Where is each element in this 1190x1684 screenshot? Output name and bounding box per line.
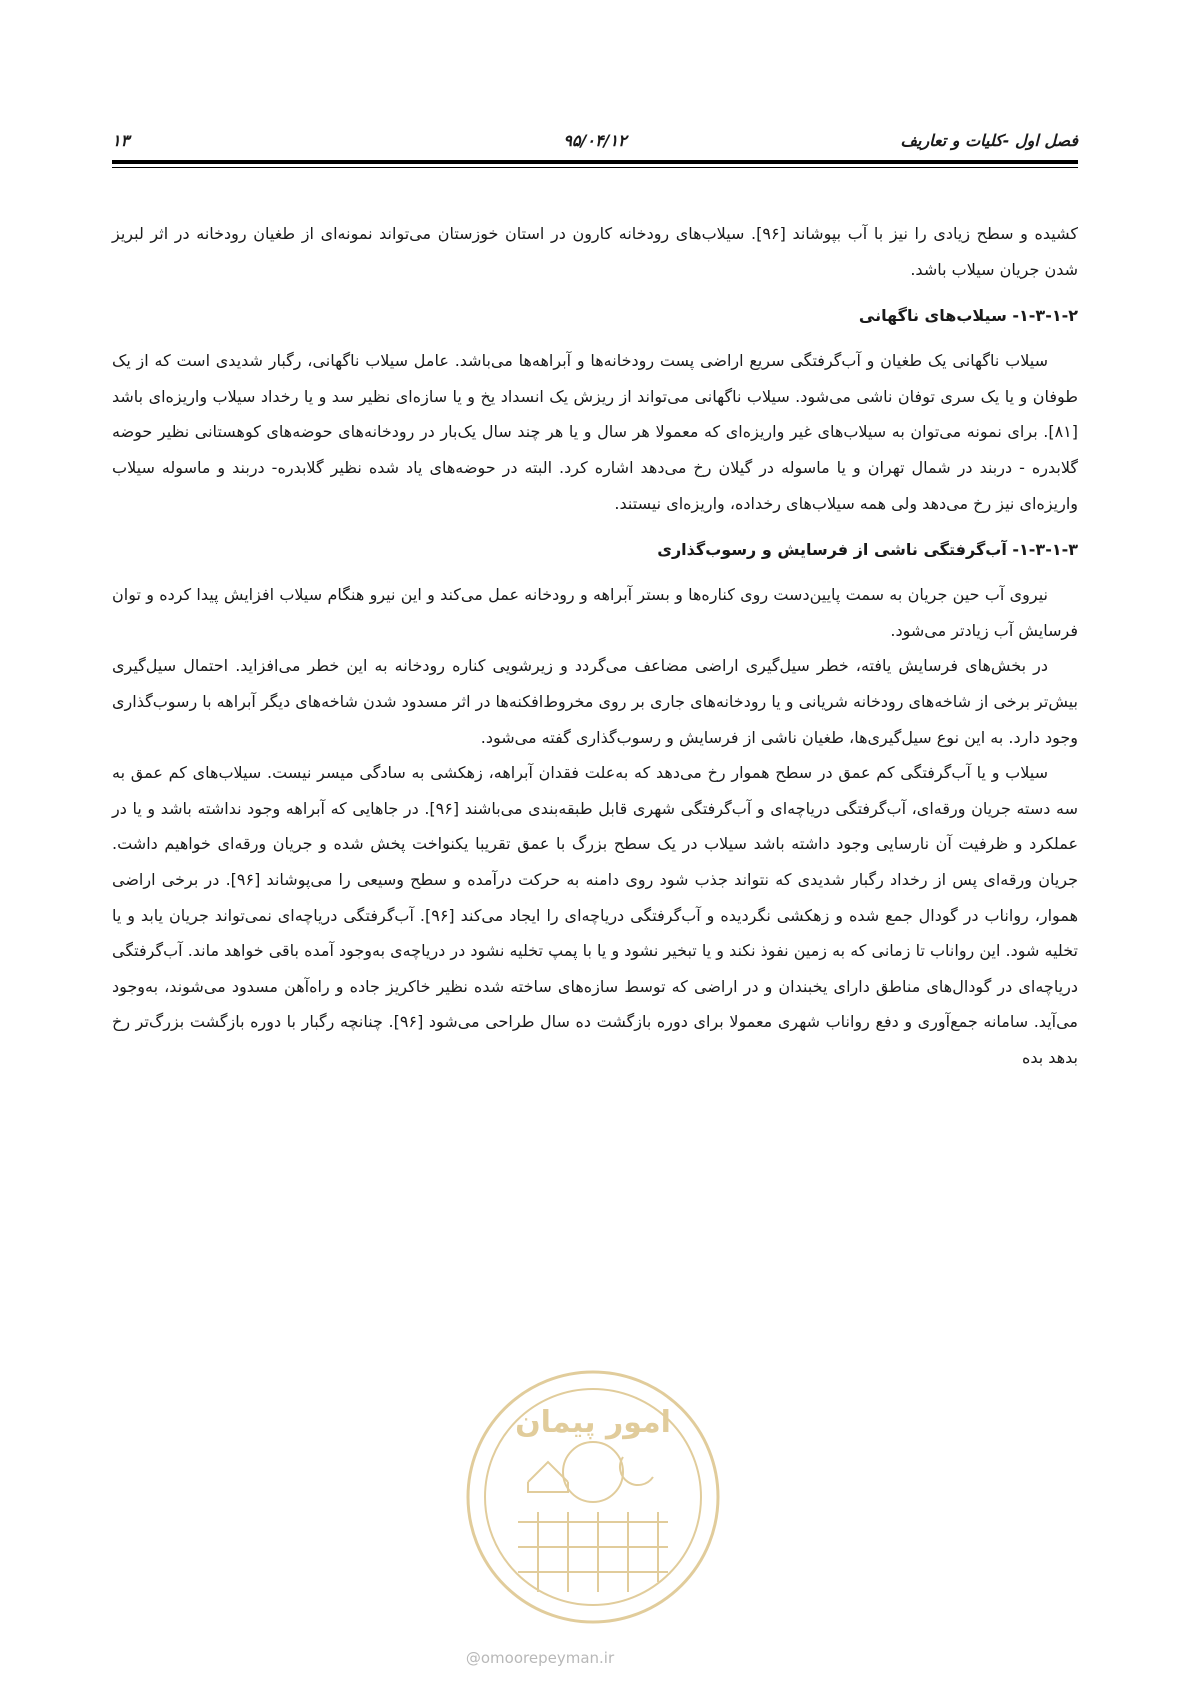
paragraph-flash-floods: سیلاب ناگهانی یک طغیان و آب‌گرفتگی سریع اراضی پست رودخانه‌ها و آبراهه‌ها می‌باشد. عامل سیلاب ناگهانی، رگبار شدیدی است که از یک طوفان و یا یک سری توفان ناشی می‌شود. سیلاب ناگهانی می‌تواند از ریزش یک انسداد یخ و یا سازه‌ای نظیر سد و یا رخداد سیلاب واریزه‌ای باشد [۸۱]. برای نمونه می‌توان به سیلاب‌های غیر واریزه‌ای که معمولا هر سال و یا هر چند سال یک‌بار در رودخانه‌های حوضه‌های کوهستانی نظیر حوضه گلابدره - دربند در شمال تهران و یا ماسوله در گیلان رخ می‌دهد اشاره کرد. البته در حوضه‌های یاد شده نظیر گلابدره- دربند و ماسوله سیلاب واریزه‌ای نیز رخ می‌دهد ولی همه سیلاب‌های رخداده، واریزه‌ای نیستند. [112,351,1078,513]
paragraph-intro: کشیده و سطح زیادی را نیز با آب بپوشاند [۹۶]. سیلاب‌های رودخانه کارون در استان خوزستان می‌تواند نمونه‌ای از طغیان رودخانه در اثر لبریز شدن جریان سیلاب باشد. [112,224,1078,279]
paragraph-erosion-2: در بخش‌های فرسایش یافته، خطر سیل‌گیری اراضی مضاعف می‌گردد و زیرشویی کناره رودخانه به این خطر می‌افزاید. احتمال سیل‌گیری بیش‌تر برخی از شاخه‌های رودخانه شریانی و یا رودخانه‌های جاری بر روی مخروط‌افکنه‌ها در اثر مسدود شدن شاخه‌های دیگر آبراهه با رسوب‌گذاری وجود دارد. به این نوع سیل‌گیری‌ها، طغیان ناشی از فرسایش و رسوب‌گذاری گفته می‌شود. [112,656,1078,747]
page-number: ۱۳ [112,131,130,150]
paragraph-erosion-1: نیروی آب حین جریان به سمت پایین‌دست روی کناره‌ها و بستر آبراهه و رودخانه عمل می‌کند و این نیرو هنگام سیلاب افزایش پیدا کرده و توان فرسایش آب زیادتر می‌شود. [112,585,1078,640]
section-heading-flash-floods: ۱-۳-۱-۲- سیلاب‌های ناگهانی [858,306,1078,326]
section-heading-erosion: ۱-۳-۱-۳- آب‌گرفتگی ناشی از فرسایش و رسوب‌گذاری [657,540,1078,560]
chapter-title: فصل اول -کلیات و تعاریف [900,131,1078,150]
header-rule-thick [112,160,1078,164]
page-header [112,128,1078,154]
paragraph-shallow-flooding: سیلاب و یا آب‌گرفتگی کم عمق در سطح هموار رخ می‌دهد که به‌علت فقدان آبراهه، زهکشی به سادگی میسر نیست. سیلاب‌های کم عمق به سه دسته جریان ورقه‌ای، آب‌گرفتگی دریاچه‌ای و آب‌گرفتگی شهری قابل طبقه‌بندی می‌باشند [۹۶]. در جاهایی که آبراهه وجود نداشته باشد و یا در عملکرد و ظرفیت آن نارسایی وجود داشته باشد سیلاب در یک سطح بزرگ با عمق تقریبا یکنواخت پخش شده و جریان ورقه‌ای خواهیم داشت. جریان ورقه‌ای پس از رخداد رگبار شدیدی که نتواند جذب شود روی دامنه به حرکت درآمده و سطح وسیعی را می‌پوشاند [۹۶]. در برخی اراضی هموار، رواناب در گودال جمع شده و زهکشی نگردیده و آب‌گرفتگی دریاچه‌ای را ایجاد می‌کند [۹۶]. آب‌گرفتگی دریاچه‌ای نمی‌تواند جریان یابد و یا تخلیه شود. این رواناب تا زمانی که به زمین نفوذ نکند و یا تبخیر نشود و یا با پمپ تخلیه نشود در دریاچه‌ی به‌وجود آمده باقی خواهد ماند. آب‌گرفتگی دریاچه‌ای در گودال‌های مناطق دارای یخبندان و در اراضی که توسط سازه‌های ساخته شده نظیر خاکریز جاده و راه‌آهن مسدود می‌شوند، به‌وجود می‌آید. سامانه جمع‌آوری و دفع رواناب شهری معمولا برای دوره بازگشت ده سال طراحی می‌شود [۹۶]. چنانچه رگبار با دوره بازگشت بزرگ‌تر رخ بدهد بده [112,763,1079,1067]
body-text [112,216,1078,1075]
watermark-url: @omoorepeyman.ir [465,1649,615,1667]
header-rule-thin [112,167,1078,168]
header-date: ۹۵/۰۴/۱۲ [563,131,627,150]
watermark-text: امور پیمان [515,1405,671,1440]
watermark-logo [458,1362,728,1632]
